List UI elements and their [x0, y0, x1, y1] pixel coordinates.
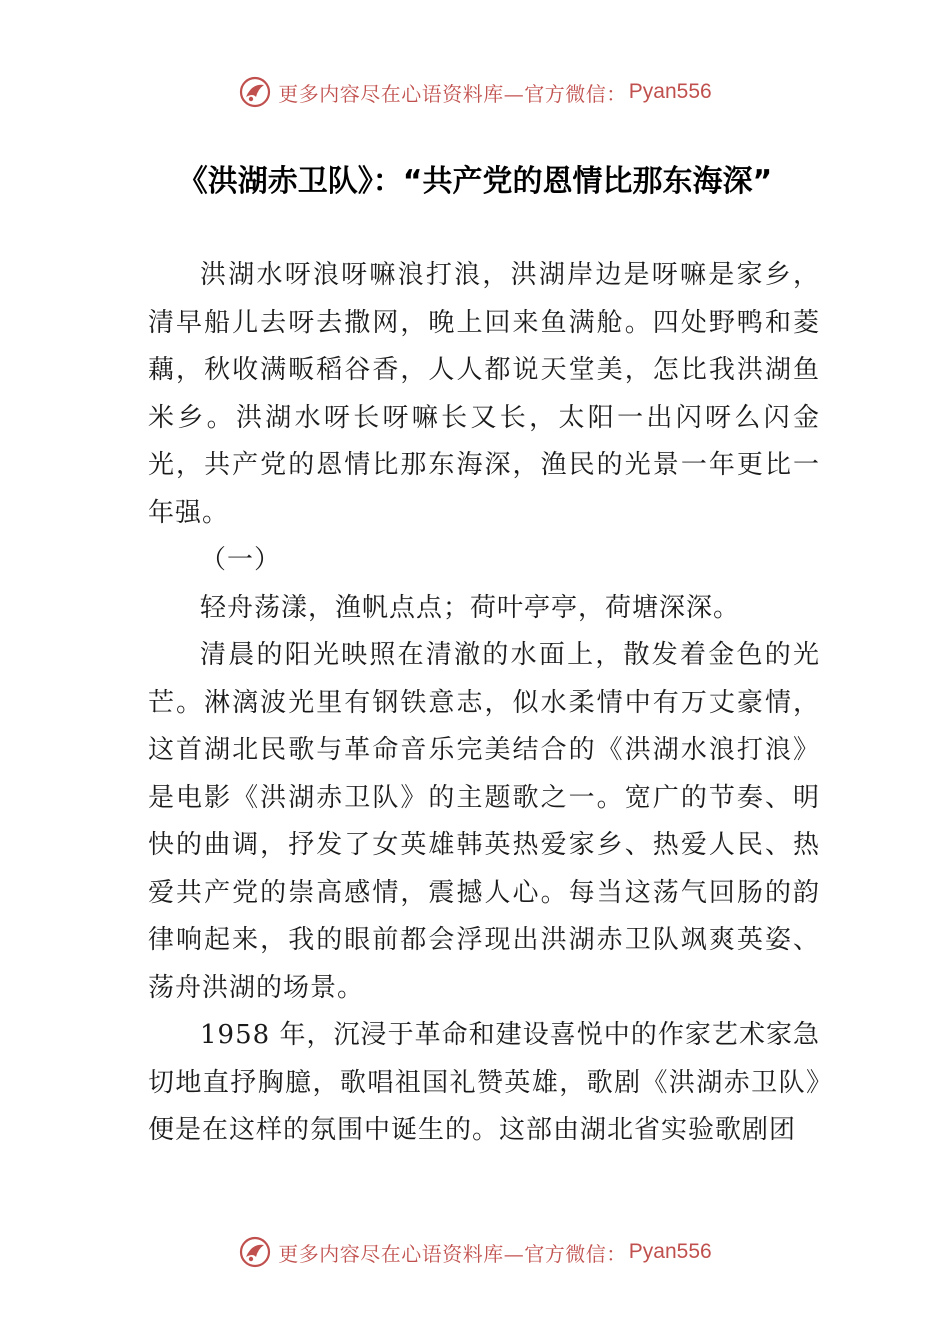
header-banner: [0, 72, 950, 112]
banner-text: 更多内容尽在心语资料库—官方微信：: [278, 81, 627, 106]
paragraph-lyrics: 洪湖水呀浪呀嘛浪打浪，洪湖岸边是呀嘛是家乡，清早船儿去呀去撒网，晚上回来鱼满舱。四处野鸭和菱藕，秋收满畈稻谷香，人人都说天堂美，怎比我洪湖鱼米乡。洪湖水呀长呀嘛长又长，太阳一出闪呀么闪金光，共产党的恩情比那东海深，渔民的光景一年更比一年强。: [148, 260, 820, 528]
logo-icon: [238, 1235, 272, 1269]
paragraph-scene: 轻舟荡漾，渔帆点点；荷叶亭亭，荷塘深深。: [200, 592, 741, 623]
paragraph-history: 1958 年，沉浸于革命和建设喜悦中的作家艺术家急切地直抒胸臆，歌唱祖国礼赞英雄，歌剧《洪湖赤卫队》便是在这样的氛围中诞生的。这部由湖北省实验歌剧团: [148, 1020, 820, 1145]
logo-icon: [238, 75, 272, 109]
footer-banner: [0, 1232, 950, 1272]
article-body: [148, 252, 820, 1155]
page-title: 《洪湖赤卫队》：“共产党的恩情比那东海深”: [177, 164, 773, 199]
paragraph-song-intro: 清晨的阳光映照在清澈的水面上，散发着金色的光芒。淋漓波光里有钢铁意志，似水柔情中有万丈豪情，这首湖北民歌与革命音乐完美结合的《洪湖水浪打浪》是电影《洪湖赤卫队》的主题歌之一。宽广的节奏、明快的曲调，抒发了女英雄韩英热爱家乡、热爱人民、热爱共产党的崇高感情，震撼人心。每当这荡气回肠的韵律响起来，我的眼前都会浮现出洪湖赤卫队飒爽英姿、荡舟洪湖的场景。: [148, 640, 820, 1003]
banner-text: 更多内容尽在心语资料库—官方微信：: [278, 1241, 627, 1266]
wechat-id: Pyan556: [628, 1240, 712, 1263]
section-number: （一）: [200, 545, 282, 575]
wechat-id: Pyan556: [628, 80, 712, 103]
